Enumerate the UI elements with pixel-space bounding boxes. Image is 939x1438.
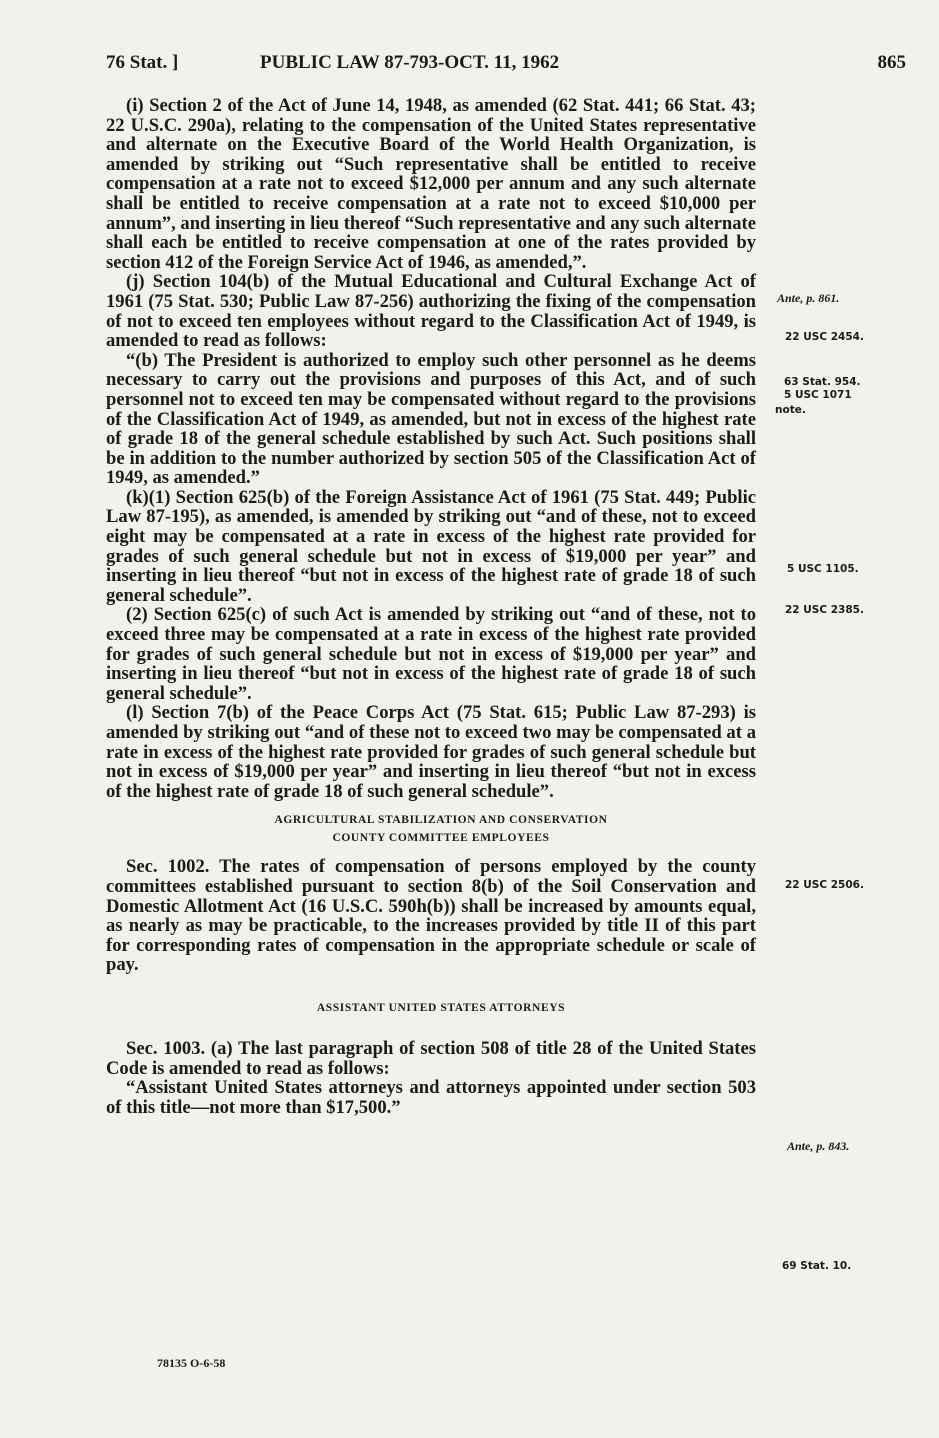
- margin-note-note: note.: [775, 404, 806, 416]
- section-1003-quote: “Assistant United States attorneys and attorneys appointed under section 503 of this title—not more than $17,500.”: [106, 1077, 756, 1118]
- paragraph-i: (i) Section 2 of the Act of June 14, 1948, as amended (62 Stat. 441; 66 Stat. 43; 22 U.S.C. 290a), relating to the compensation of the United States representative and alternate on the Executive Board of the World Health Organization, is amended by striking out “Such representative shall be entitled to receive compensation at a rate not to exceed $12,000 per annum and any such alternate shall be entitled to receive compensation at a rate not to exceed $10,000 per annum”, and inserting in lieu thereof “Such representative and any such alternate shall each be entitled to receive compensation at one of the rates provided by section 412 of the Foreign Service Act of 1946, as amended,”.: [106, 95, 756, 273]
- margin-note-22-usc-2454: 22 USC 2454.: [785, 331, 864, 343]
- page-header: [106, 52, 906, 82]
- heading-agricultural-line1: AGRICULTURAL STABILIZATION AND CONSERVATION: [274, 814, 608, 827]
- margin-note-63-stat-954: 63 Stat. 954.: [784, 376, 861, 388]
- heading-assistant-attorneys: ASSISTANT UNITED STATES ATTORNEYS: [316, 1001, 566, 1014]
- paragraph-j: (j) Section 104(b) of the Mutual Educational and Cultural Exchange Act of 1961 (75 Stat. 530; Public Law 87-256) authorizing the fixing of the compensation of not to exceed ten employees without regard to the Classification Act of 1949, is amended to read as follows:: [106, 271, 756, 352]
- margin-note-69-stat-10: 69 Stat. 10.: [782, 1260, 852, 1272]
- paragraph-k2: (2) Section 625(c) of such Act is amended by striking out “and of these, not to exceed three may be compensated at a rate in excess of the highest rate provided for grades of such general schedule but not in excess of $19,000 per year” and inserting in lieu thereof “but not in excess of the highest rate of grade 18 of such general schedule”.: [106, 604, 756, 704]
- section-1003: Sec. 1003. (a) The last paragraph of section 508 of title 28 of the United States Code is amended to read as follows:: [106, 1037, 756, 1079]
- margin-note-ante-861: Ante, p. 861.: [777, 291, 840, 305]
- margin-note-ante-843: Ante, p. 843.: [787, 1139, 850, 1153]
- margin-note-5-usc-1071: 5 USC 1071: [784, 389, 852, 401]
- section-1002: Sec. 1002. The rates of compensation of persons employed by the county committees established pursuant to section 8(b) of the Soil Conservation and Domestic Allotment Act (16 U.S.C. 590h(b)) shall be increased by amounts equal, as nearly as may be practicable, to the increases provided by title II of this part for corresponding rates of compensation in the appropriate schedule or scale of pay.: [106, 856, 756, 976]
- paragraph-j-quote: “(b) The President is authorized to employ such other personnel as he deems necessary to carry out the provisions and purposes of this Act, and of such personnel not to exceed ten may be compensated without regard to the provisions of the Classification Act of 1949, as amended, but not in excess of the highest rate of grade 18 of the general schedule established by such Act. Such positions shall be in addition to the number authorized by section 505 of the Classification Act of 1949, as amended.”: [106, 349, 756, 489]
- page-number: 865: [877, 52, 906, 73]
- margin-note-22-usc-2385: 22 USC 2385.: [785, 604, 864, 616]
- running-title: PUBLIC LAW 87-793-OCT. 11, 1962: [260, 52, 560, 73]
- paragraph-l: (l) Section 7(b) of the Peace Corps Act (75 Stat. 615; Public Law 87-293) is amended by striking out “and of these not to exceed two may be compensated at a rate in excess of the highest rate provided for grades of such general schedule but not in excess of $19,000 per year” and inserting in lieu thereof “but not in excess of the highest rate of grade 18 of such general schedule”.: [106, 702, 756, 802]
- print-job-code: 78135 O-6-58: [157, 1356, 226, 1370]
- margin-note-22-usc-2506: 22 USC 2506.: [785, 879, 864, 891]
- paragraph-k1: (k)(1) Section 625(b) of the Foreign Assistance Act of 1961 (75 Stat. 449; Public Law 87-195), as amended, is amended by striking out “and of these, not to exceed eight may be compensated at a rate in excess of the highest rate provided for grades of such general schedule but not in excess of $19,000 per year” and inserting in lieu thereof “but not in excess of the highest rate of grade 18 of such general schedule”.: [106, 486, 756, 606]
- main-text: [106, 96, 756, 1117]
- heading-agricultural-line2: COUNTY COMMITTEE EMPLOYEES: [332, 832, 550, 845]
- statute-volume: 76 Stat. ]: [106, 52, 179, 73]
- margin-note-5-usc-1105: 5 USC 1105.: [787, 563, 859, 575]
